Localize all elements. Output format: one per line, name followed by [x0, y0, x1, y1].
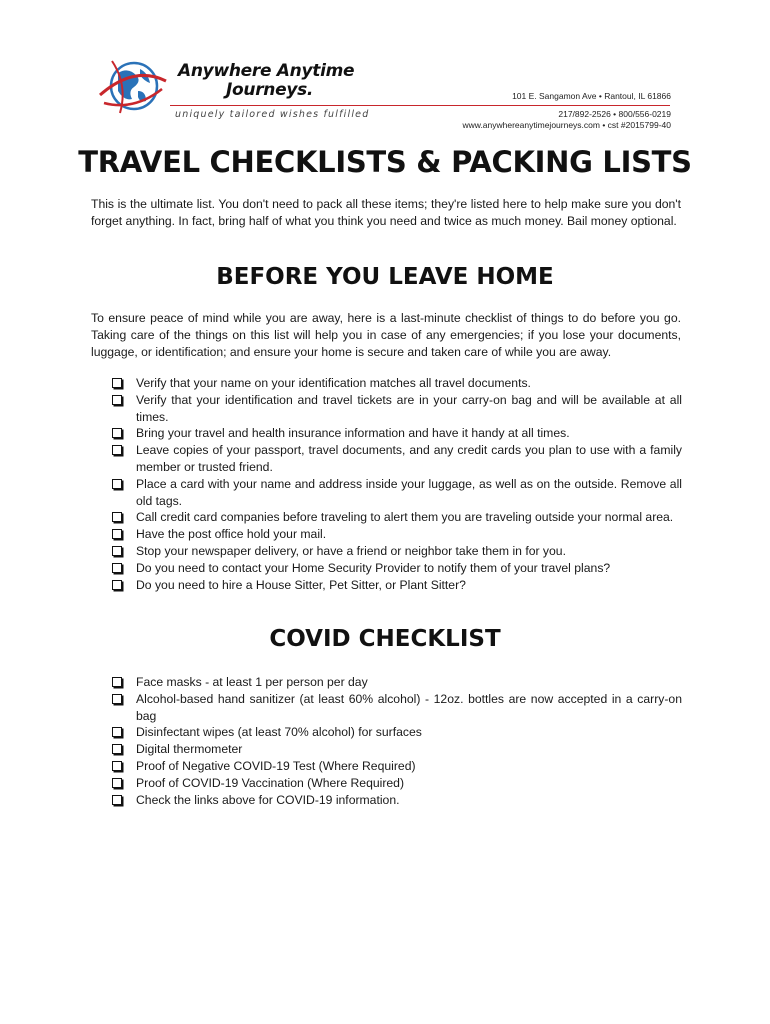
checkbox-icon[interactable]	[112, 512, 122, 522]
checkbox-icon[interactable]	[112, 795, 122, 805]
section-heading-covid: COVID CHECKLIST	[269, 626, 501, 652]
brand-name	[178, 62, 354, 100]
checklist-item: Face masks - at least 1 per person per day	[110, 674, 682, 691]
checklist-item: Verify that your name on your identification matches all travel documents.	[110, 375, 682, 392]
checklist-item: Do you need to hire a House Sitter, Pet Sitter, or Plant Sitter?	[110, 577, 682, 594]
checkbox-icon[interactable]	[112, 677, 122, 687]
contact-info	[463, 91, 672, 132]
checklist-item: Place a card with your name and address inside your luggage, as well as on the outside. Remove all old tags.	[110, 476, 682, 510]
checkbox-icon[interactable]	[112, 580, 122, 590]
website: www.anywhereanytimejourneys.com • cst #2015799-40	[462, 120, 671, 130]
before-intro-paragraph: To ensure peace of mind while you are away, here is a last-minute checklist of things to do before you go. Taking care of the things on this list will help you in case of any emergencies; if you lose your documents, luggage, or identification; and ensure your home is secure and taken care of while you are away.	[91, 311, 681, 359]
section-heading-before: BEFORE YOU LEAVE HOME	[216, 264, 554, 290]
checkbox-icon[interactable]	[112, 778, 122, 788]
checklist-item: Verify that your identification and travel tickets are in your carry-on bag and will be available at all times.	[110, 392, 682, 426]
checkbox-icon[interactable]	[112, 479, 122, 489]
checklist-item: Stop your newspaper delivery, or have a friend or neighbor take them in for you.	[110, 543, 682, 560]
checkbox-icon[interactable]	[112, 563, 122, 573]
checkbox-icon[interactable]	[112, 445, 122, 455]
checkbox-icon[interactable]	[112, 529, 122, 539]
checklist-item: Proof of COVID-19 Vaccination (Where Required)	[110, 775, 682, 792]
checklist-item: Digital thermometer	[110, 741, 682, 758]
intro-paragraph: This is the ultimate list. You don't need to pack all these items; they're listed here to help make sure you don't forget anything. In fact, bring half of what you think you need and twice as much money. Bail money optional.	[91, 197, 681, 228]
checkbox-icon[interactable]	[112, 727, 122, 737]
checklist-item: Have the post office hold your mail.	[110, 526, 682, 543]
checklist-item: Check the links above for COVID-19 information.	[110, 792, 682, 809]
checkbox-icon[interactable]	[112, 395, 122, 405]
checklist-item: Leave copies of your passport, travel documents, and any credit cards you plan to use with a family member or trusted friend.	[110, 442, 682, 476]
checkbox-icon[interactable]	[112, 428, 122, 438]
covid-checklist	[110, 674, 682, 808]
tagline: uniquely tailored wishes fulfilled	[175, 109, 370, 120]
page-title: TRAVEL CHECKLISTS & PACKING LISTS	[78, 145, 692, 179]
checklist-item: Call credit card companies before traveling to alert them you are traveling outside your normal area.	[110, 509, 682, 526]
checkbox-icon[interactable]	[112, 694, 122, 704]
brand-line-2: Journeys.	[226, 80, 314, 100]
checkbox-icon[interactable]	[112, 546, 122, 556]
checklist-item: Disinfectant wipes (at least 70% alcohol) for surfaces	[110, 724, 682, 741]
checkbox-icon[interactable]	[112, 378, 122, 388]
address: 101 E. Sangamon Ave • Rantoul, IL 61866	[512, 91, 671, 101]
phone: 217/892-2526 • 800/556-0219	[558, 108, 671, 119]
checklist-item: Alcohol-based hand sanitizer (at least 60% alcohol) - 12oz. bottles are now accepted in a carry-on bag	[110, 691, 682, 725]
checklist-item: Bring your travel and health insurance information and have it handy at all times.	[110, 425, 682, 442]
globe-icon	[98, 55, 168, 117]
letterhead	[98, 50, 673, 135]
checklist-item: Proof of Negative COVID-19 Test (Where Required)	[110, 758, 682, 775]
checkbox-icon[interactable]	[112, 761, 122, 771]
checklist-item: Do you need to contact your Home Security Provider to notify them of your travel plans?	[110, 560, 682, 577]
before-checklist	[110, 375, 682, 593]
checkbox-icon[interactable]	[112, 744, 122, 754]
brand-line-1: Anywhere Anytime	[178, 61, 355, 81]
